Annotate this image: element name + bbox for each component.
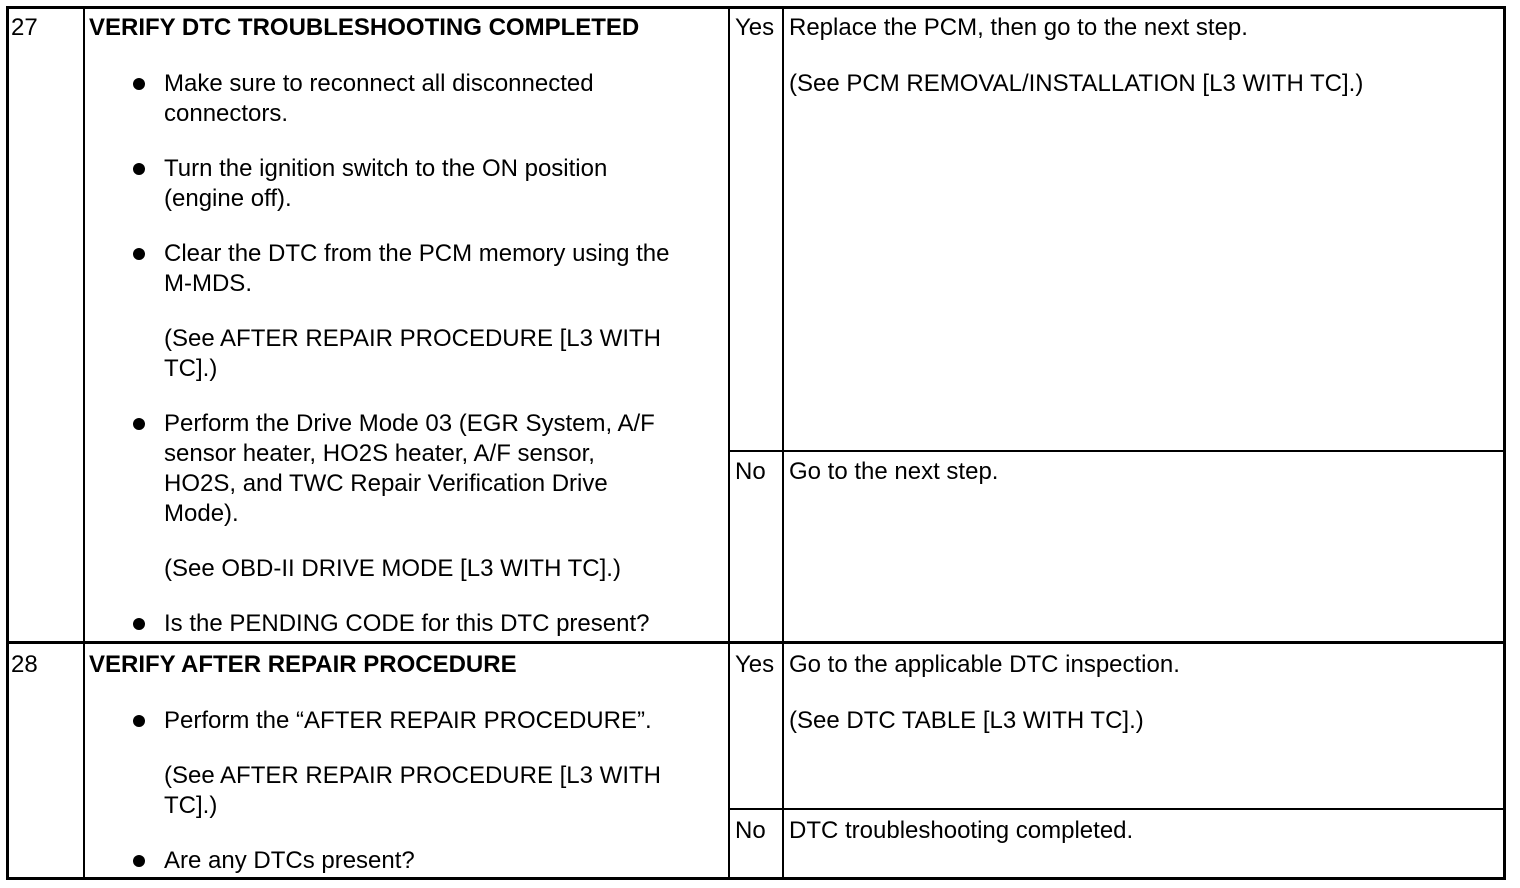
step-number: 28 bbox=[11, 651, 38, 678]
no-label: No bbox=[735, 458, 766, 485]
bullet-icon bbox=[133, 715, 145, 727]
column-divider-condition bbox=[728, 9, 730, 877]
column-divider-step bbox=[83, 9, 85, 877]
row-divider-27-28 bbox=[9, 641, 1503, 644]
yes-action: Replace the PCM, then go to the next step. bbox=[789, 14, 1248, 41]
yes-action: Go to the applicable DTC inspection. bbox=[789, 651, 1180, 678]
yes-no-divider-28 bbox=[728, 808, 1503, 810]
inspection-item: Turn the ignition switch to the ON position (engine off). bbox=[164, 155, 608, 212]
troubleshooting-table bbox=[6, 6, 1506, 880]
reference-note: (See AFTER REPAIR PROCEDURE [L3 WITH TC].) bbox=[164, 762, 661, 819]
bullet-icon bbox=[133, 855, 145, 867]
no-action: Go to the next step. bbox=[789, 458, 999, 485]
bullet-icon bbox=[133, 418, 145, 430]
no-label: No bbox=[735, 817, 766, 844]
no-action: DTC troubleshooting completed. bbox=[789, 817, 1134, 844]
inspection-item: Clear the DTC from the PCM memory using the M-MDS. bbox=[164, 240, 670, 297]
inspection-item: Are any DTCs present? bbox=[164, 847, 415, 874]
bullet-icon bbox=[133, 163, 145, 175]
reference-note: (See AFTER REPAIR PROCEDURE [L3 WITH TC].) bbox=[164, 325, 661, 382]
yes-reference: (See PCM REMOVAL/INSTALLATION [L3 WITH TC].) bbox=[789, 70, 1364, 97]
step-title: VERIFY DTC TROUBLESHOOTING COMPLETED bbox=[89, 14, 640, 41]
bullet-icon bbox=[133, 618, 145, 630]
step-title: VERIFY AFTER REPAIR PROCEDURE bbox=[89, 651, 517, 678]
inspection-item: Make sure to reconnect all disconnected connectors. bbox=[164, 70, 594, 127]
yes-label: Yes bbox=[735, 651, 775, 678]
bullet-icon bbox=[133, 248, 145, 260]
step-number: 27 bbox=[11, 14, 38, 41]
reference-note: (See OBD-II DRIVE MODE [L3 WITH TC].) bbox=[164, 555, 621, 582]
yes-label: Yes bbox=[735, 14, 775, 41]
bullet-icon bbox=[133, 78, 145, 90]
inspection-item: Is the PENDING CODE for this DTC present? bbox=[164, 610, 650, 637]
column-divider-result bbox=[782, 9, 784, 877]
yes-no-divider-27 bbox=[728, 450, 1503, 452]
yes-reference: (See DTC TABLE [L3 WITH TC].) bbox=[789, 707, 1144, 734]
inspection-item: Perform the Drive Mode 03 (EGR System, A/F sensor heater, HO2S heater, A/F sensor, HO2S, and TWC Repair Verification Drive Mode). bbox=[164, 410, 655, 527]
inspection-item: Perform the “AFTER REPAIR PROCEDURE”. bbox=[164, 707, 652, 734]
